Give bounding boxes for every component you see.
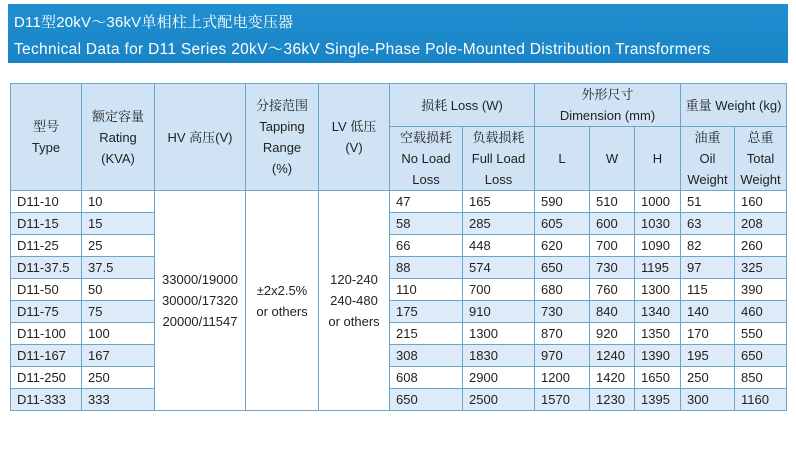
cell-type: D11-50: [11, 279, 82, 301]
cell-rating: 37.5: [82, 257, 155, 279]
table-row: [11, 235, 787, 257]
cell-h: 1090: [635, 235, 681, 257]
table-row: [11, 367, 787, 389]
cell-total: 850: [735, 367, 787, 389]
cell-w: 600: [590, 213, 635, 235]
cell-total: 260: [735, 235, 787, 257]
cell-noload: 58: [390, 213, 463, 235]
cell-oil: 51: [681, 191, 735, 213]
header-weight: 重量 Weight (kg): [681, 84, 787, 127]
table-row: [11, 345, 787, 367]
header-hv: HV 高压(V): [155, 84, 246, 191]
cell-type: D11-250: [11, 367, 82, 389]
cell-fullload: 2500: [463, 389, 535, 411]
cell-h: 1340: [635, 301, 681, 323]
cell-l: 620: [535, 235, 590, 257]
title-banner: [8, 4, 788, 63]
cell-h: 1195: [635, 257, 681, 279]
cell-oil: 140: [681, 301, 735, 323]
cell-fullload: 1300: [463, 323, 535, 345]
cell-total: 208: [735, 213, 787, 235]
header-noload: 空载损耗 No Load Loss: [390, 127, 463, 191]
lv-voltage-cell-line: or others: [328, 314, 380, 329]
cell-noload: 215: [390, 323, 463, 345]
cell-oil: 63: [681, 213, 735, 235]
cell-l: 605: [535, 213, 590, 235]
cell-oil: 82: [681, 235, 735, 257]
table-row: [11, 257, 787, 279]
cell-l: 650: [535, 257, 590, 279]
hv-voltage-cell-line: 33000/19000: [162, 272, 238, 287]
cell-fullload: 165: [463, 191, 535, 213]
cell-type: D11-10: [11, 191, 82, 213]
cell-w: 730: [590, 257, 635, 279]
lv-voltage-cell-line: 120-240: [330, 272, 378, 287]
header-type: 型号 Type: [11, 84, 82, 191]
table-row: [11, 191, 787, 213]
cell-total: 650: [735, 345, 787, 367]
cell-rating: 100: [82, 323, 155, 345]
cell-h: 1395: [635, 389, 681, 411]
cell-rating: 75: [82, 301, 155, 323]
cell-l: 970: [535, 345, 590, 367]
cell-type: D11-75: [11, 301, 82, 323]
table-row: [11, 213, 787, 235]
cell-l: 680: [535, 279, 590, 301]
title-english: Technical Data for D11 Series 20kV～36kV Single-Phase Pole-Mounted Distribution Transformers: [14, 41, 711, 58]
cell-type: D11-15: [11, 213, 82, 235]
cell-total: 325: [735, 257, 787, 279]
cell-noload: 88: [390, 257, 463, 279]
cell-rating: 50: [82, 279, 155, 301]
spec-table: [10, 83, 787, 411]
cell-w: 1230: [590, 389, 635, 411]
table-row: [11, 389, 787, 411]
cell-l: 1200: [535, 367, 590, 389]
cell-total: 390: [735, 279, 787, 301]
hv-voltage-cell: [155, 191, 246, 411]
table-row: [11, 279, 787, 301]
header-h: H: [635, 127, 681, 191]
cell-rating: 10: [82, 191, 155, 213]
cell-type: D11-333: [11, 389, 82, 411]
cell-rating: 167: [82, 345, 155, 367]
cell-w: 1420: [590, 367, 635, 389]
cell-w: 840: [590, 301, 635, 323]
cell-oil: 195: [681, 345, 735, 367]
header-lv: LV 低压 (V): [319, 84, 390, 191]
cell-noload: 608: [390, 367, 463, 389]
header-total-weight: 总重 Total Weight: [735, 127, 787, 191]
cell-noload: 175: [390, 301, 463, 323]
cell-rating: 250: [82, 367, 155, 389]
cell-rating: 15: [82, 213, 155, 235]
lv-voltage-cell-line: 240-480: [330, 293, 378, 308]
cell-w: 1240: [590, 345, 635, 367]
header-tapping: 分接范围 Tapping Range (%): [246, 84, 319, 191]
cell-type: D11-167: [11, 345, 82, 367]
cell-h: 1000: [635, 191, 681, 213]
cell-fullload: 574: [463, 257, 535, 279]
header-loss: 损耗 Loss (W): [390, 84, 535, 127]
cell-oil: 170: [681, 323, 735, 345]
cell-noload: 47: [390, 191, 463, 213]
cell-total: 460: [735, 301, 787, 323]
cell-rating: 25: [82, 235, 155, 257]
cell-rating: 333: [82, 389, 155, 411]
cell-l: 730: [535, 301, 590, 323]
header-l: L: [535, 127, 590, 191]
tapping-range-cell: [246, 191, 319, 411]
tapping-range-cell-line: ±2x2.5%: [256, 282, 308, 298]
cell-oil: 115: [681, 279, 735, 301]
table-body: [11, 191, 787, 411]
cell-h: 1650: [635, 367, 681, 389]
cell-fullload: 2900: [463, 367, 535, 389]
table-row: [11, 323, 787, 345]
cell-h: 1300: [635, 279, 681, 301]
hv-voltage-cell-line: 30000/17320: [162, 293, 238, 308]
cell-l: 1570: [535, 389, 590, 411]
cell-noload: 110: [390, 279, 463, 301]
cell-total: 1160: [735, 389, 787, 411]
cell-total: 160: [735, 191, 787, 213]
cell-noload: 308: [390, 345, 463, 367]
cell-h: 1390: [635, 345, 681, 367]
cell-h: 1030: [635, 213, 681, 235]
cell-total: 550: [735, 323, 787, 345]
cell-w: 760: [590, 279, 635, 301]
cell-fullload: 700: [463, 279, 535, 301]
cell-fullload: 1830: [463, 345, 535, 367]
table-row: [11, 301, 787, 323]
cell-w: 700: [590, 235, 635, 257]
header-oil-weight: 油重 Oil Weight: [681, 127, 735, 191]
cell-oil: 97: [681, 257, 735, 279]
cell-l: 590: [535, 191, 590, 213]
cell-w: 920: [590, 323, 635, 345]
hv-voltage-cell-line: 20000/11547: [162, 314, 238, 329]
cell-oil: 250: [681, 367, 735, 389]
cell-h: 1350: [635, 323, 681, 345]
lv-voltage-cell: [319, 191, 390, 411]
header-rating: 额定容量 Rating (KVA): [82, 84, 155, 191]
header-w: W: [590, 127, 635, 191]
cell-type: D11-100: [11, 323, 82, 345]
cell-fullload: 448: [463, 235, 535, 257]
cell-fullload: 285: [463, 213, 535, 235]
cell-type: D11-25: [11, 235, 82, 257]
cell-noload: 650: [390, 389, 463, 411]
header-fullload: 负载损耗 Full Load Loss: [463, 127, 535, 191]
tapping-range-cell-line: or others: [256, 303, 308, 319]
cell-type: D11-37.5: [11, 257, 82, 279]
cell-oil: 300: [681, 389, 735, 411]
cell-l: 870: [535, 323, 590, 345]
cell-w: 510: [590, 191, 635, 213]
cell-fullload: 910: [463, 301, 535, 323]
header-dimension: 外形尺寸 Dimension (mm): [535, 84, 681, 127]
title-chinese: D11型20kV～36kV单相柱上式配电变压器: [14, 14, 294, 31]
cell-noload: 66: [390, 235, 463, 257]
